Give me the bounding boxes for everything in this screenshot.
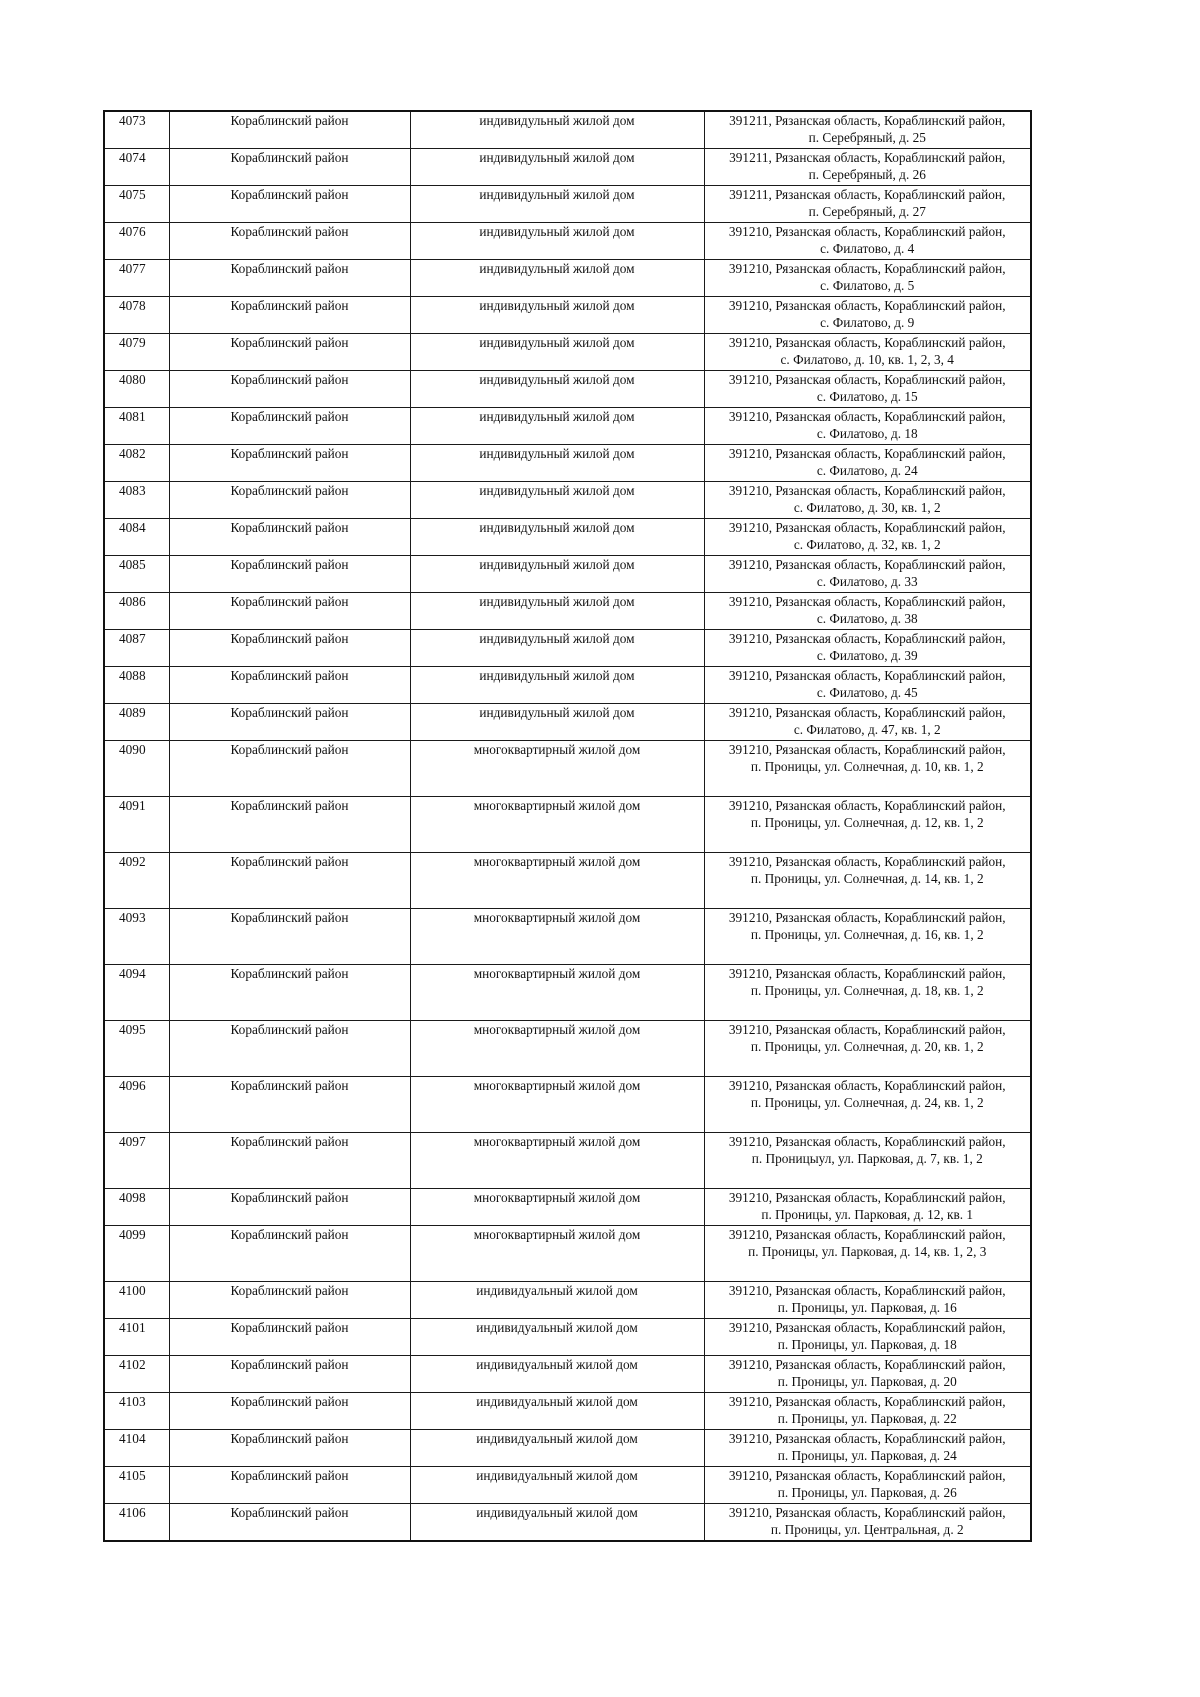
- address-line-1: 391210, Рязанская область, Кораблинский район,: [728, 798, 1006, 813]
- address-cell: [704, 593, 1031, 630]
- address-line-1: 391210, Рязанская область, Кораблинский район,: [728, 1505, 1006, 1520]
- table-row: [104, 1189, 1031, 1226]
- address-cell: [704, 741, 1031, 797]
- address-line-2: п. Проницы, ул. Солнечная, д. 24, кв. 1, 2: [750, 1095, 984, 1110]
- address-line-1: 391210, Рязанская область, Кораблинский район,: [728, 668, 1006, 683]
- table-row: [104, 593, 1031, 630]
- address-cell: [704, 1077, 1031, 1133]
- address-cell: [704, 1282, 1031, 1319]
- row-number-cell: 4087: [104, 630, 169, 667]
- address-line-2: п. Проницы, ул. Центральная, д. 2: [770, 1522, 964, 1537]
- address-line-1: 391210, Рязанская область, Кораблинский район,: [728, 910, 1006, 925]
- building-type-cell: многоквартирный жилой дом: [410, 1189, 704, 1226]
- address-line-2: п. Проницы, ул. Солнечная, д. 14, кв. 1, 2: [750, 871, 984, 886]
- building-type-cell: индивидуальный жилой дом: [410, 1467, 704, 1504]
- address-line-2: с. Филатово, д. 5: [820, 278, 915, 293]
- row-number-cell: 4074: [104, 149, 169, 186]
- table-row: [104, 297, 1031, 334]
- district-cell: Кораблинский район: [169, 223, 410, 260]
- district-cell: Кораблинский район: [169, 1189, 410, 1226]
- address-cell: [704, 630, 1031, 667]
- row-number-cell: 4105: [104, 1467, 169, 1504]
- building-type-cell: индивидуальный жилой дом: [410, 1319, 704, 1356]
- row-number-cell: 4085: [104, 556, 169, 593]
- district-cell: Кораблинский район: [169, 519, 410, 556]
- address-cell: [704, 797, 1031, 853]
- building-type-cell: многоквартирный жилой дом: [410, 741, 704, 797]
- row-number-cell: 4091: [104, 797, 169, 853]
- building-type-cell: многоквартирный жилой дом: [410, 1133, 704, 1189]
- address-line-2: п. Серебряный, д. 27: [808, 204, 926, 219]
- building-type-cell: индивидульный жилой дом: [410, 111, 704, 149]
- address-cell: [704, 667, 1031, 704]
- building-type-cell: многоквартирный жилой дом: [410, 797, 704, 853]
- table-row: [104, 853, 1031, 909]
- row-number-cell: 4075: [104, 186, 169, 223]
- address-line-2: п. Проницы, ул. Парковая, д. 26: [777, 1485, 957, 1500]
- address-cell: [704, 853, 1031, 909]
- address-cell: [704, 909, 1031, 965]
- table-row: [104, 965, 1031, 1021]
- address-line-1: 391210, Рязанская область, Кораблинский район,: [728, 557, 1006, 572]
- row-number-cell: 4089: [104, 704, 169, 741]
- district-cell: Кораблинский район: [169, 667, 410, 704]
- address-line-1: 391210, Рязанская область, Кораблинский район,: [728, 1078, 1006, 1093]
- building-type-cell: индивидульный жилой дом: [410, 667, 704, 704]
- building-type-cell: индивидульный жилой дом: [410, 593, 704, 630]
- table-row: [104, 1356, 1031, 1393]
- address-line-1: 391210, Рязанская область, Кораблинский район,: [728, 1190, 1006, 1205]
- table-row: [104, 371, 1031, 408]
- table-row: [104, 445, 1031, 482]
- building-type-cell: индивидуальный жилой дом: [410, 1430, 704, 1467]
- table-row: [104, 1282, 1031, 1319]
- district-cell: Кораблинский район: [169, 909, 410, 965]
- address-line-1: 391210, Рязанская область, Кораблинский район,: [728, 631, 1006, 646]
- address-line-2: с. Филатово, д. 9: [820, 315, 915, 330]
- table-row: [104, 1077, 1031, 1133]
- row-number-cell: 4077: [104, 260, 169, 297]
- table-row: [104, 1319, 1031, 1356]
- row-number-cell: 4095: [104, 1021, 169, 1077]
- address-cell: [704, 334, 1031, 371]
- table-row: [104, 111, 1031, 149]
- district-cell: Кораблинский район: [169, 797, 410, 853]
- address-cell: [704, 223, 1031, 260]
- address-cell: [704, 1226, 1031, 1282]
- table-row: [104, 1467, 1031, 1504]
- address-line-1: 391210, Рязанская область, Кораблинский район,: [728, 966, 1006, 981]
- address-cell: [704, 482, 1031, 519]
- district-cell: Кораблинский район: [169, 1226, 410, 1282]
- row-number-cell: 4090: [104, 741, 169, 797]
- building-type-cell: многоквартирный жилой дом: [410, 909, 704, 965]
- district-cell: Кораблинский район: [169, 741, 410, 797]
- address-line-1: 391210, Рязанская область, Кораблинский район,: [728, 1320, 1006, 1335]
- address-line-2: с. Филатово, д. 47, кв. 1, 2: [793, 722, 941, 737]
- row-number-cell: 4102: [104, 1356, 169, 1393]
- address-line-2: с. Филатово, д. 15: [816, 389, 918, 404]
- row-number-cell: 4080: [104, 371, 169, 408]
- address-line-1: 391211, Рязанская область, Кораблинский район,: [729, 187, 1006, 202]
- address-cell: [704, 1356, 1031, 1393]
- address-line-1: 391210, Рязанская область, Кораблинский район,: [728, 409, 1006, 424]
- address-cell: [704, 1133, 1031, 1189]
- table-row: [104, 260, 1031, 297]
- address-line-2: п. Проницы, ул. Парковая, д. 14, кв. 1, 2, 3: [748, 1244, 987, 1259]
- address-cell: [704, 1189, 1031, 1226]
- building-type-cell: индивидульный жилой дом: [410, 223, 704, 260]
- address-cell: [704, 556, 1031, 593]
- district-cell: Кораблинский район: [169, 1393, 410, 1430]
- district-cell: Кораблинский район: [169, 1430, 410, 1467]
- address-cell: [704, 1504, 1031, 1542]
- address-line-1: 391210, Рязанская область, Кораблинский район,: [728, 1283, 1006, 1298]
- building-type-cell: индивидульный жилой дом: [410, 704, 704, 741]
- district-cell: Кораблинский район: [169, 445, 410, 482]
- address-line-1: 391210, Рязанская область, Кораблинский район,: [728, 372, 1006, 387]
- table-row: [104, 334, 1031, 371]
- address-line-2: с. Филатово, д. 33: [816, 574, 918, 589]
- table-row: [104, 186, 1031, 223]
- row-number-cell: 4079: [104, 334, 169, 371]
- address-cell: [704, 704, 1031, 741]
- address-cell: [704, 519, 1031, 556]
- address-line-2: с. Филатово, д. 32, кв. 1, 2: [793, 537, 941, 552]
- district-cell: Кораблинский район: [169, 1133, 410, 1189]
- address-cell: [704, 1021, 1031, 1077]
- address-line-2: п. Проницы, ул. Солнечная, д. 10, кв. 1, 2: [750, 759, 984, 774]
- address-line-1: 391210, Рязанская область, Кораблинский район,: [728, 483, 1006, 498]
- address-line-1: 391210, Рязанская область, Кораблинский район,: [728, 1431, 1006, 1446]
- building-type-cell: индивидульный жилой дом: [410, 556, 704, 593]
- building-type-cell: индивидульный жилой дом: [410, 630, 704, 667]
- row-number-cell: 4084: [104, 519, 169, 556]
- table-row: [104, 1393, 1031, 1430]
- row-number-cell: 4094: [104, 965, 169, 1021]
- row-number-cell: 4081: [104, 408, 169, 445]
- address-line-2: п. Серебряный, д. 26: [808, 167, 926, 182]
- address-line-2: п. Проницы, ул. Солнечная, д. 20, кв. 1, 2: [750, 1039, 984, 1054]
- building-type-cell: индивидульный жилой дом: [410, 260, 704, 297]
- address-line-1: 391210, Рязанская область, Кораблинский район,: [728, 335, 1006, 350]
- row-number-cell: 4096: [104, 1077, 169, 1133]
- building-type-cell: индивидульный жилой дом: [410, 482, 704, 519]
- district-cell: Кораблинский район: [169, 593, 410, 630]
- row-number-cell: 4092: [104, 853, 169, 909]
- building-type-cell: многоквартирный жилой дом: [410, 965, 704, 1021]
- district-cell: Кораблинский район: [169, 1467, 410, 1504]
- address-cell: [704, 1319, 1031, 1356]
- address-line-1: 391210, Рязанская область, Кораблинский район,: [728, 224, 1006, 239]
- district-cell: Кораблинский район: [169, 149, 410, 186]
- address-line-2: с. Филатово, д. 39: [816, 648, 918, 663]
- address-cell: [704, 445, 1031, 482]
- address-line-2: с. Филатово, д. 10, кв. 1, 2, 3, 4: [780, 352, 954, 367]
- district-cell: Кораблинский район: [169, 704, 410, 741]
- table-row: [104, 482, 1031, 519]
- district-cell: Кораблинский район: [169, 965, 410, 1021]
- address-line-1: 391210, Рязанская область, Кораблинский район,: [728, 742, 1006, 757]
- row-number-cell: 4088: [104, 667, 169, 704]
- table-row: [104, 1133, 1031, 1189]
- address-line-2: п. Проницы, ул. Парковая, д. 24: [777, 1448, 957, 1463]
- address-line-1: 391210, Рязанская область, Кораблинский район,: [728, 1357, 1006, 1372]
- address-line-1: 391211, Рязанская область, Кораблинский район,: [729, 150, 1006, 165]
- table-row: [104, 667, 1031, 704]
- address-line-2: п. Проницы, ул. Парковая, д. 20: [777, 1374, 957, 1389]
- address-line-1: 391211, Рязанская область, Кораблинский район,: [729, 113, 1006, 128]
- address-line-2: с. Филатово, д. 4: [820, 241, 915, 256]
- table-row: [104, 909, 1031, 965]
- building-type-cell: индивидульный жилой дом: [410, 408, 704, 445]
- row-number-cell: 4082: [104, 445, 169, 482]
- row-number-cell: 4100: [104, 1282, 169, 1319]
- building-type-cell: индивидуальный жилой дом: [410, 1393, 704, 1430]
- table-row: [104, 1430, 1031, 1467]
- building-type-cell: индивидульный жилой дом: [410, 334, 704, 371]
- row-number-cell: 4103: [104, 1393, 169, 1430]
- address-cell: [704, 297, 1031, 334]
- address-cell: [704, 186, 1031, 223]
- row-number-cell: 4086: [104, 593, 169, 630]
- district-cell: Кораблинский район: [169, 630, 410, 667]
- address-cell: [704, 1393, 1031, 1430]
- address-line-2: п. Проницы, ул. Солнечная, д. 18, кв. 1, 2: [750, 983, 984, 998]
- building-type-cell: индивидульный жилой дом: [410, 519, 704, 556]
- table-row: [104, 1504, 1031, 1542]
- address-cell: [704, 1430, 1031, 1467]
- district-cell: Кораблинский район: [169, 1282, 410, 1319]
- address-line-1: 391210, Рязанская область, Кораблинский район,: [728, 1134, 1006, 1149]
- address-line-2: п. Проницы, ул. Парковая, д. 22: [777, 1411, 957, 1426]
- row-number-cell: 4073: [104, 111, 169, 149]
- address-line-2: с. Филатово, д. 24: [816, 463, 918, 478]
- table-row: [104, 408, 1031, 445]
- address-cell: [704, 260, 1031, 297]
- district-cell: Кораблинский район: [169, 260, 410, 297]
- building-type-cell: индивидульный жилой дом: [410, 445, 704, 482]
- address-line-2: п. Проницы, ул. Парковая, д. 16: [777, 1300, 957, 1315]
- table-row: [104, 797, 1031, 853]
- address-line-2: п. Проницы, ул. Парковая, д. 12, кв. 1: [761, 1207, 974, 1222]
- row-number-cell: 4093: [104, 909, 169, 965]
- district-cell: Кораблинский район: [169, 1504, 410, 1542]
- building-type-cell: индивидульный жилой дом: [410, 371, 704, 408]
- building-type-cell: индивидуальный жилой дом: [410, 1282, 704, 1319]
- building-type-cell: индивидульный жилой дом: [410, 186, 704, 223]
- address-cell: [704, 965, 1031, 1021]
- table-row: [104, 519, 1031, 556]
- building-type-cell: многоквартирный жилой дом: [410, 1021, 704, 1077]
- district-cell: Кораблинский район: [169, 1319, 410, 1356]
- address-line-1: 391210, Рязанская область, Кораблинский район,: [728, 1022, 1006, 1037]
- table-row: [104, 149, 1031, 186]
- row-number-cell: 4097: [104, 1133, 169, 1189]
- row-number-cell: 4076: [104, 223, 169, 260]
- address-line-1: 391210, Рязанская область, Кораблинский район,: [728, 1468, 1006, 1483]
- district-cell: Кораблинский район: [169, 853, 410, 909]
- address-line-2: с. Филатово, д. 38: [816, 611, 918, 626]
- address-line-1: 391210, Рязанская область, Кораблинский район,: [728, 1227, 1006, 1242]
- address-line-2: с. Филатово, д. 45: [816, 685, 918, 700]
- district-cell: Кораблинский район: [169, 371, 410, 408]
- district-cell: Кораблинский район: [169, 1021, 410, 1077]
- district-cell: Кораблинский район: [169, 1077, 410, 1133]
- building-type-cell: индивидуальный жилой дом: [410, 1356, 704, 1393]
- address-line-2: с. Филатово, д. 30, кв. 1, 2: [793, 500, 941, 515]
- district-cell: Кораблинский район: [169, 408, 410, 445]
- district-cell: Кораблинский район: [169, 297, 410, 334]
- address-line-2: п. Проницы, ул. Солнечная, д. 12, кв. 1, 2: [750, 815, 984, 830]
- address-cell: [704, 149, 1031, 186]
- district-cell: Кораблинский район: [169, 334, 410, 371]
- row-number-cell: 4101: [104, 1319, 169, 1356]
- building-type-cell: многоквартирный жилой дом: [410, 853, 704, 909]
- table-row: [104, 556, 1031, 593]
- district-cell: Кораблинский район: [169, 482, 410, 519]
- row-number-cell: 4099: [104, 1226, 169, 1282]
- table-row: [104, 1226, 1031, 1282]
- address-line-1: 391210, Рязанская область, Кораблинский район,: [728, 594, 1006, 609]
- row-number-cell: 4098: [104, 1189, 169, 1226]
- address-line-1: 391210, Рязанская область, Кораблинский район,: [728, 298, 1006, 313]
- district-cell: Кораблинский район: [169, 186, 410, 223]
- table-row: [104, 704, 1031, 741]
- address-line-1: 391210, Рязанская область, Кораблинский район,: [728, 446, 1006, 461]
- row-number-cell: 4106: [104, 1504, 169, 1542]
- table-row: [104, 741, 1031, 797]
- address-cell: [704, 1467, 1031, 1504]
- address-cell: [704, 111, 1031, 149]
- address-line-1: 391210, Рязанская область, Кораблинский район,: [728, 261, 1006, 276]
- address-cell: [704, 371, 1031, 408]
- address-line-1: 391210, Рязанская область, Кораблинский район,: [728, 520, 1006, 535]
- district-cell: Кораблинский район: [169, 556, 410, 593]
- district-cell: Кораблинский район: [169, 111, 410, 149]
- row-number-cell: 4078: [104, 297, 169, 334]
- district-cell: Кораблинский район: [169, 1356, 410, 1393]
- address-line-2: с. Филатово, д. 18: [816, 426, 918, 441]
- table-row: [104, 223, 1031, 260]
- building-type-cell: многоквартирный жилой дом: [410, 1077, 704, 1133]
- building-type-cell: индивидуальный жилой дом: [410, 1504, 704, 1542]
- address-line-2: п. Проницы, ул. Парковая, д. 18: [777, 1337, 957, 1352]
- building-type-cell: индивидульный жилой дом: [410, 149, 704, 186]
- table-row: [104, 630, 1031, 667]
- address-line-1: 391210, Рязанская область, Кораблинский район,: [728, 854, 1006, 869]
- building-type-cell: индивидульный жилой дом: [410, 297, 704, 334]
- property-table: [103, 110, 1032, 1542]
- property-table-body: [104, 111, 1031, 1541]
- row-number-cell: 4083: [104, 482, 169, 519]
- row-number-cell: 4104: [104, 1430, 169, 1467]
- building-type-cell: многоквартирный жилой дом: [410, 1226, 704, 1282]
- address-line-2: п. Серебряный, д. 25: [808, 130, 926, 145]
- address-cell: [704, 408, 1031, 445]
- address-line-2: п. Проницыул, ул. Парковая, д. 7, кв. 1, 2: [751, 1151, 983, 1166]
- address-line-2: п. Проницы, ул. Солнечная, д. 16, кв. 1, 2: [750, 927, 984, 942]
- address-line-1: 391210, Рязанская область, Кораблинский район,: [728, 705, 1006, 720]
- address-line-1: 391210, Рязанская область, Кораблинский район,: [728, 1394, 1006, 1409]
- table-row: [104, 1021, 1031, 1077]
